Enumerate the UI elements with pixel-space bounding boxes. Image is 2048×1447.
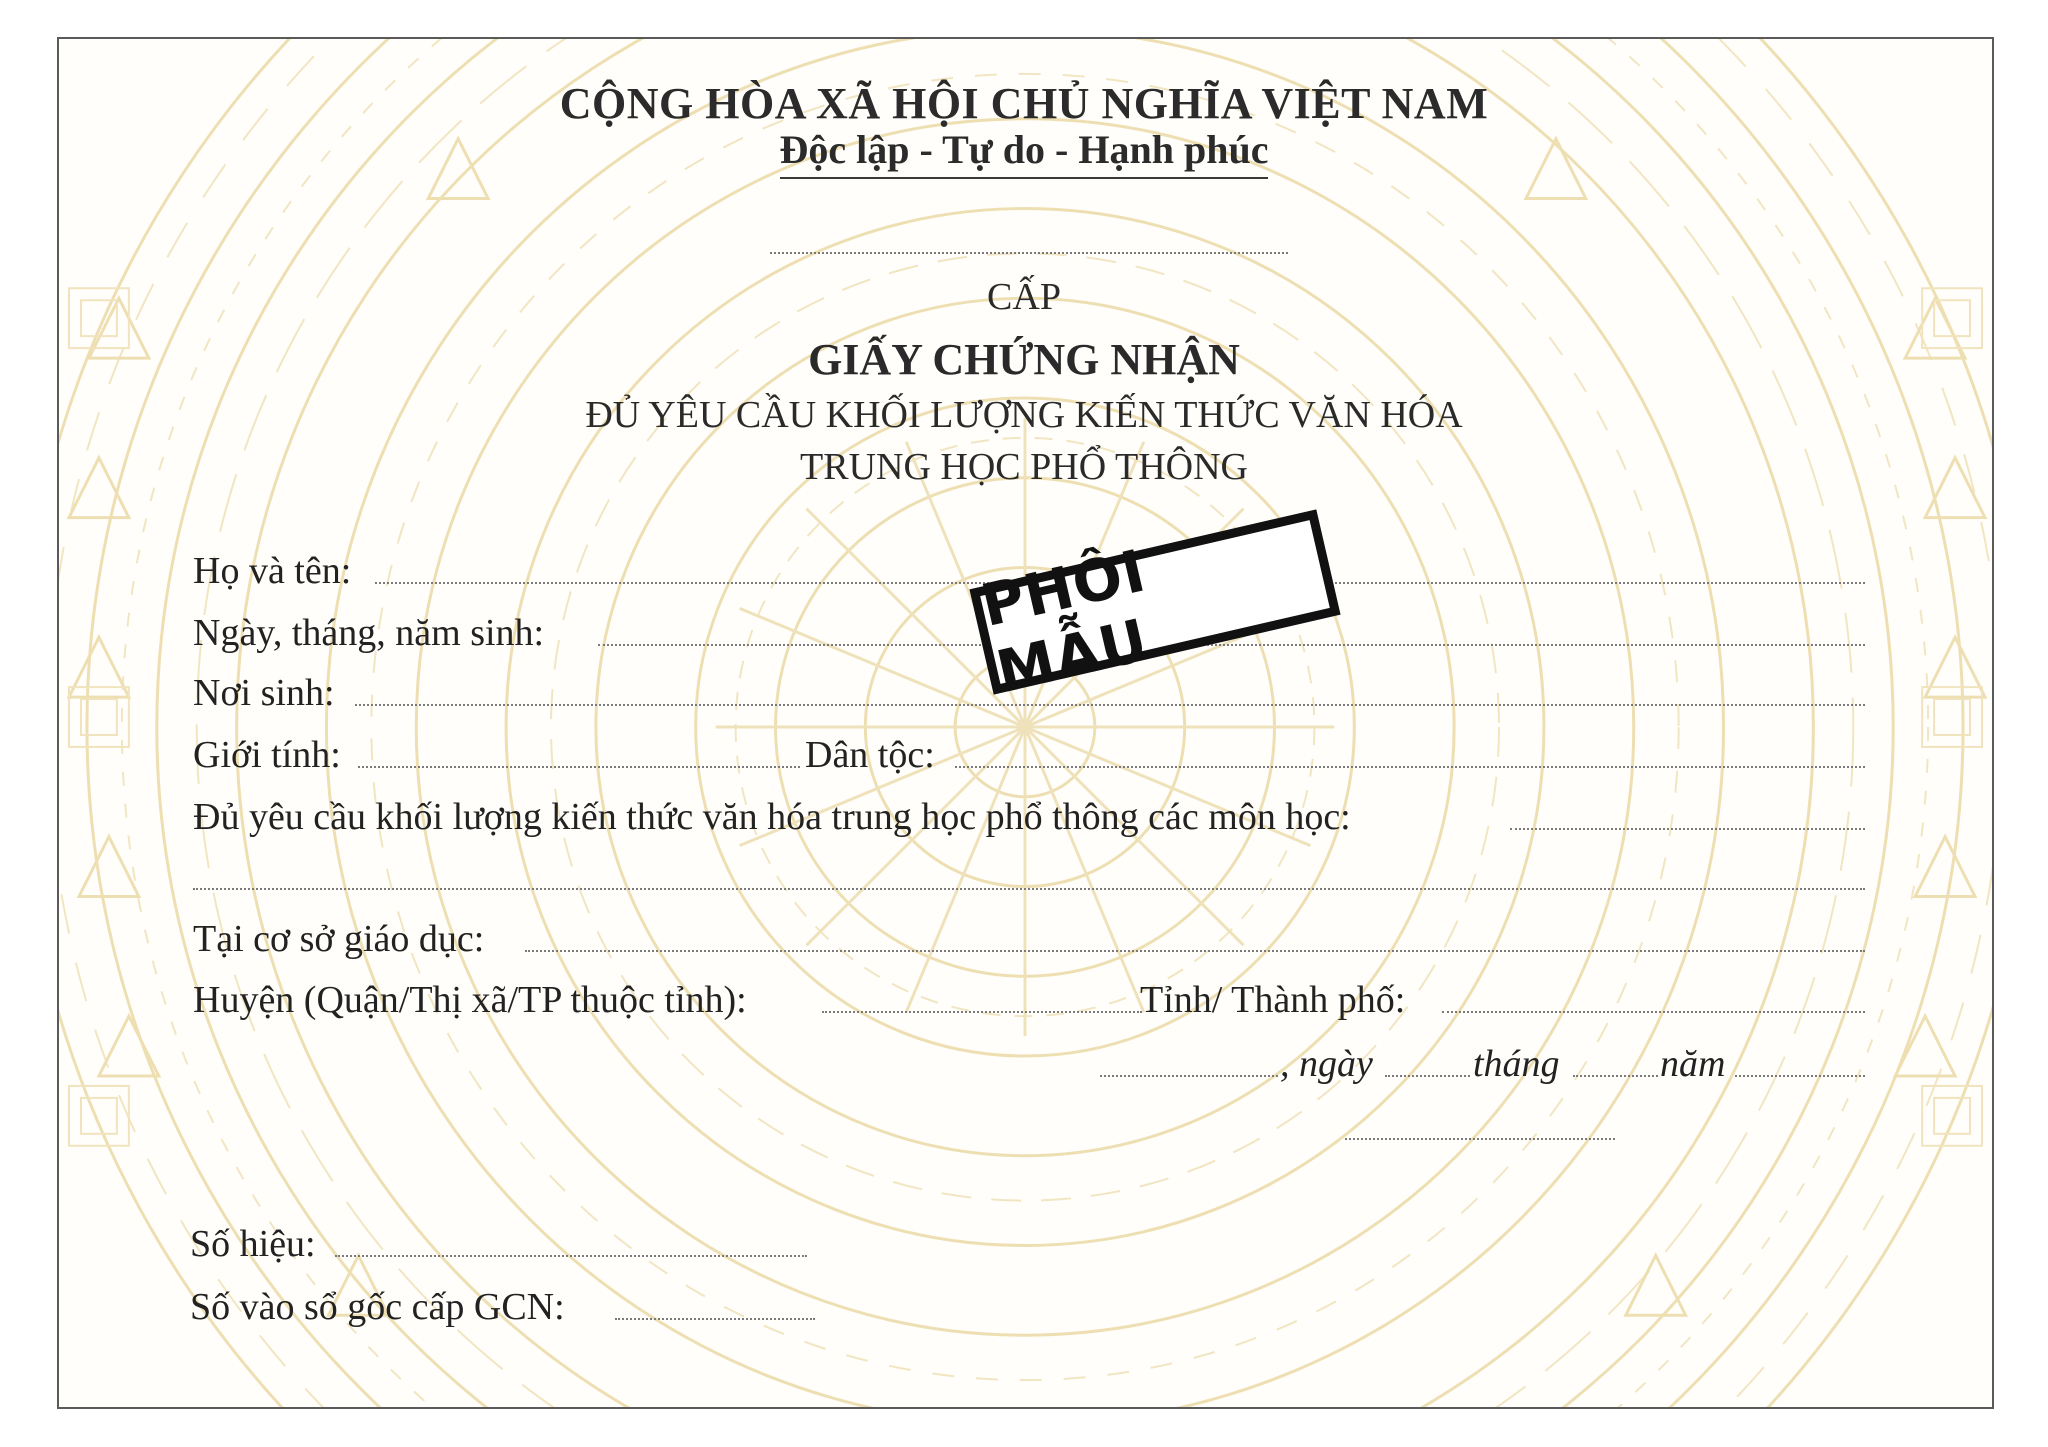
register-number-field [615,1318,815,1320]
country-name: CỘNG HÒA XÃ HỘI CHỦ NGHĨA VIỆT NAM [559,79,1489,128]
subjects-field [1510,828,1865,830]
issue-year-field [1735,1075,1865,1077]
subjects-field-line-2 [193,888,1865,890]
issue-month-field [1573,1075,1658,1077]
certificate-frame [57,37,1994,1409]
signer-title-field [1345,1138,1615,1140]
issue-month-label [1473,1045,1560,1083]
ethnicity-label: Dân tộc: [805,734,935,776]
serial-number-field [335,1255,807,1257]
gender-label: Giới tính: [193,734,341,776]
sample-stamp-text: PHÔI MẪU [975,536,1155,707]
register-number-label: Số vào sổ gốc cấp GCN: [190,1286,565,1328]
serial-number-label: Số hiệu: [190,1223,316,1265]
issue-day-label [1280,1045,1373,1083]
ethnicity-field [955,766,1865,768]
district-field [822,1011,1142,1013]
birth-place-field [355,704,1865,706]
full-name-label: Họ và tên: [193,550,352,592]
institution-field [525,950,1865,952]
issue-year-text: năm [1660,1043,1726,1085]
birth-date-label: Ngày, tháng, năm sinh: [193,612,545,654]
district-label: Huyện (Quận/Thị xã/TP thuộc tỉnh): [193,979,747,1021]
gender-field [358,766,800,768]
certificate-subtitle-line-2: TRUNG HỌC PHỔ THÔNG [800,446,1248,488]
cap-label: CẤP [987,276,1061,318]
province-field [1442,1011,1865,1013]
motto-wrapper [0,126,2048,179]
issue-day-text: , ngày [1280,1043,1373,1085]
national-motto: Độc lập - Tự do - Hạnh phúc [780,126,1269,179]
issue-month-text: tháng [1473,1043,1560,1085]
birth-place-label: Nơi sinh: [193,672,335,714]
certificate-subtitle-line-1: ĐỦ YÊU CẦU KHỐI LƯỢNG KIẾN THỨC VĂN HÓA [585,394,1463,436]
province-label: Tỉnh/ Thành phố: [1140,979,1406,1021]
issuing-authority-dotted-line [770,252,1288,254]
issue-year-label [1660,1045,1725,1083]
issue-day-field [1385,1075,1470,1077]
institution-label: Tại cơ sở giáo dục: [193,918,485,960]
bronze-drum-background-pattern [59,39,1992,1407]
certificate-title: GIẤY CHỨNG NHẬN [808,335,1240,384]
issue-place-field [1100,1075,1278,1077]
subjects-label: Đủ yêu cầu khối lượng kiến thức văn hóa trung học phổ thông các môn học: [193,796,1351,838]
